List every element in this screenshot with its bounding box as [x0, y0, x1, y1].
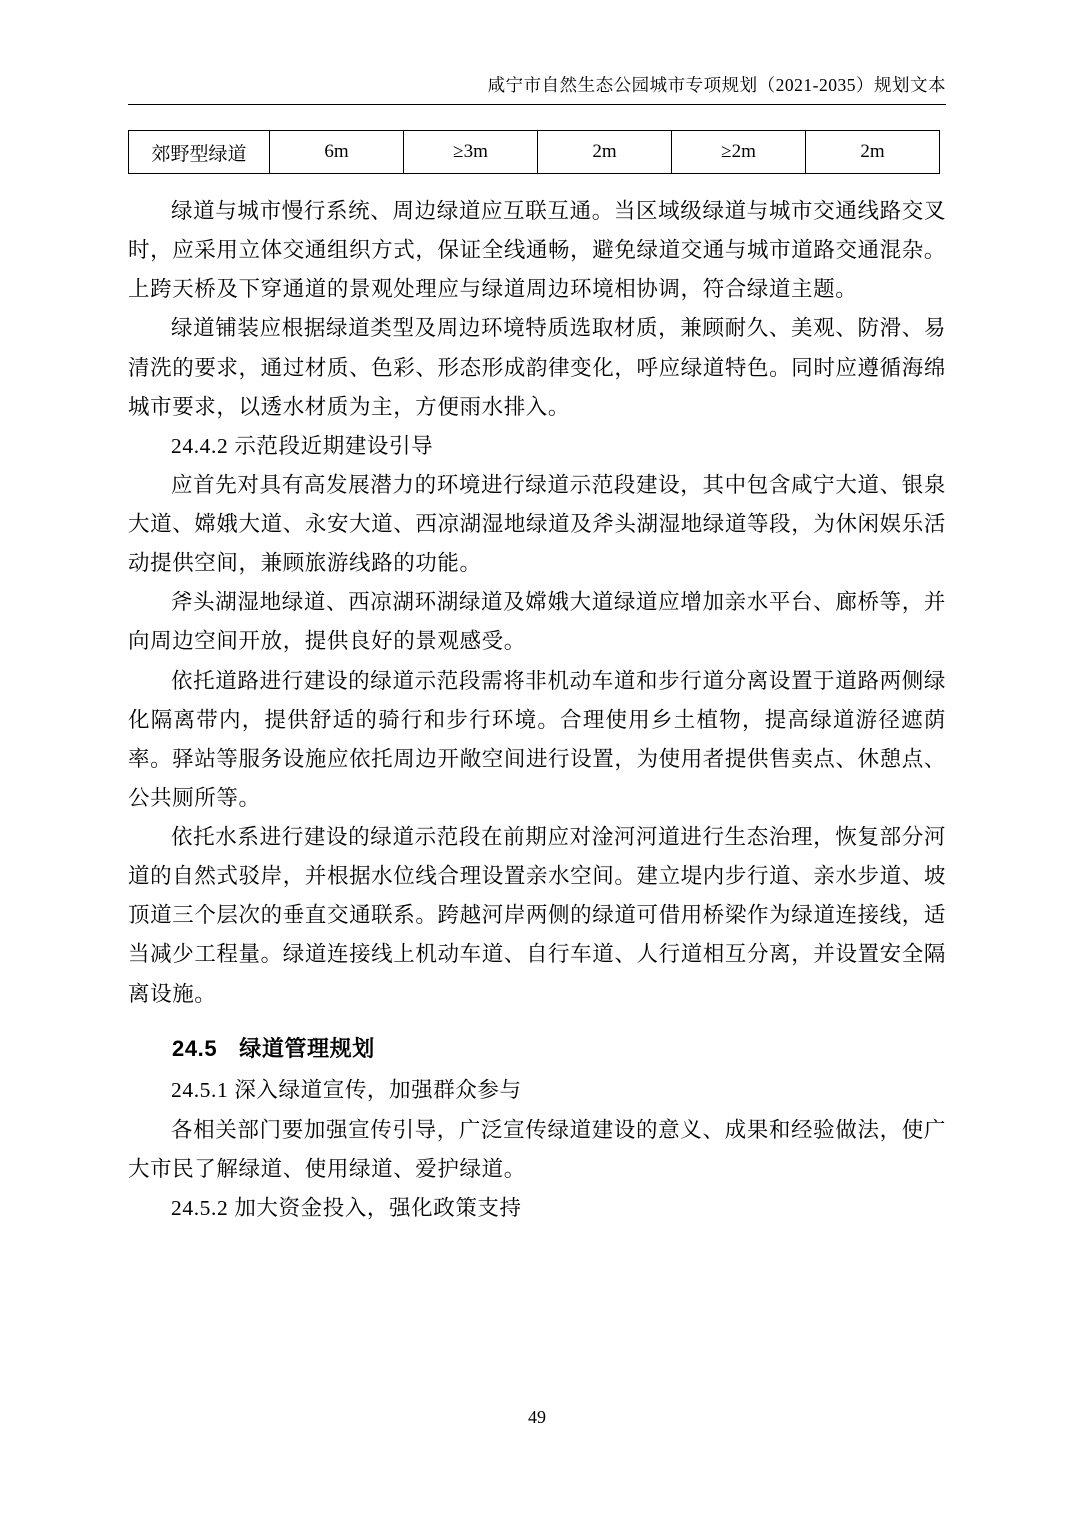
- page-number: 49: [528, 1407, 546, 1427]
- paragraph-greenway-paving: 绿道铺装应根据绿道类型及周边环境特质选取材质，兼顾耐久、美观、防滑、易清洗的要求，通过材质、色彩、形态形成韵律变化，呼应绿道特色。同时应遵循海绵城市要求，以透水材质为主，方便雨水排入。: [128, 316, 946, 419]
- paragraph-road-based-demo: 依托道路进行建设的绿道示范段需将非机动车道和步行道分离设置于道路两侧绿化隔离带内，提供舒适的骑行和步行环境。合理使用乡土植物，提高绿道游径遮荫率。驿站等服务设施应依托周边开敞空间进行设置，为使用者提供售卖点、休憩点、公共厕所等。: [128, 668, 946, 810]
- heading-24-5: [128, 1028, 946, 1070]
- heading-24-4-2: 24.4.2 示范段近期建设引导: [171, 433, 434, 458]
- paragraph-water-based-demo: 依托水系进行建设的绿道示范段在前期应对淦河河道进行生态治理，恢复部分河道的自然式驳岸，并根据水位线合理设置亲水空间。建立堤内步行道、亲水步道、坡顶道三个层次的垂直交通联系。跨越河岸两侧的绿道可借用桥梁作为绿道连接线，适当减少工程量。绿道连接线上机动车道、自行车道、人行道相互分离，并设置安全隔离设施。: [128, 825, 946, 1006]
- paragraph-publicity: 各相关部门要加强宣传引导，广泛宣传绿道建设的意义、成果和经验做法，使广大市民了解绿道、使用绿道、爱护绿道。: [128, 1117, 946, 1181]
- table-cell-3: 2m: [538, 131, 672, 174]
- paragraph-waterfront-platform: 斧头湖湿地绿道、西凉湖环湖绿道及嫦娥大道绿道应增加亲水平台、廊桥等，并向周边空间开放，提供良好的景观感受。: [128, 590, 946, 654]
- table-cell-type: 郊野型绿道: [129, 131, 270, 174]
- page-header: 咸宁市自然生态公园城市专项规划（2021-2035）规划文本: [487, 75, 946, 95]
- table-cell-5: 2m: [806, 131, 940, 174]
- table-cell-4: ≥2m: [672, 131, 806, 174]
- page-content: [128, 130, 946, 1228]
- heading-24-5-2: 24.5.2 加大资金投入，强化政策支持: [171, 1195, 522, 1220]
- table-cell-1: 6m: [270, 131, 404, 174]
- heading-24-5-number: 24.5: [172, 1035, 218, 1061]
- header-divider: [128, 104, 946, 105]
- table-cell-2: ≥3m: [404, 131, 538, 174]
- paragraph-demo-section: 应首先对具有高发展潜力的环境进行绿道示范段建设，其中包含咸宁大道、银泉大道、嫦娥大道、永安大道、西凉湖湿地绿道及斧头湖湿地绿道等段，为休闲娱乐活动提供空间，兼顾旅游线路的功能。: [128, 472, 946, 576]
- paragraph-greenway-connectivity: 绿道与城市慢行系统、周边绿道应互联互通。当区域级绿道与城市交通线路交叉时，应采用立体交通组织方式，保证全线通畅，避免绿道交通与城市道路交通混杂。上跨天桥及下穿通道的景观处理应与绿道周边环境相协调，符合绿道主题。: [128, 199, 946, 302]
- greenway-spec-table: [128, 130, 940, 174]
- table-row: [129, 131, 940, 174]
- heading-24-5-1: 24.5.1 深入绿道宣传，加强群众参与: [171, 1078, 522, 1103]
- heading-24-5-text: 绿道管理规划: [239, 1035, 375, 1061]
